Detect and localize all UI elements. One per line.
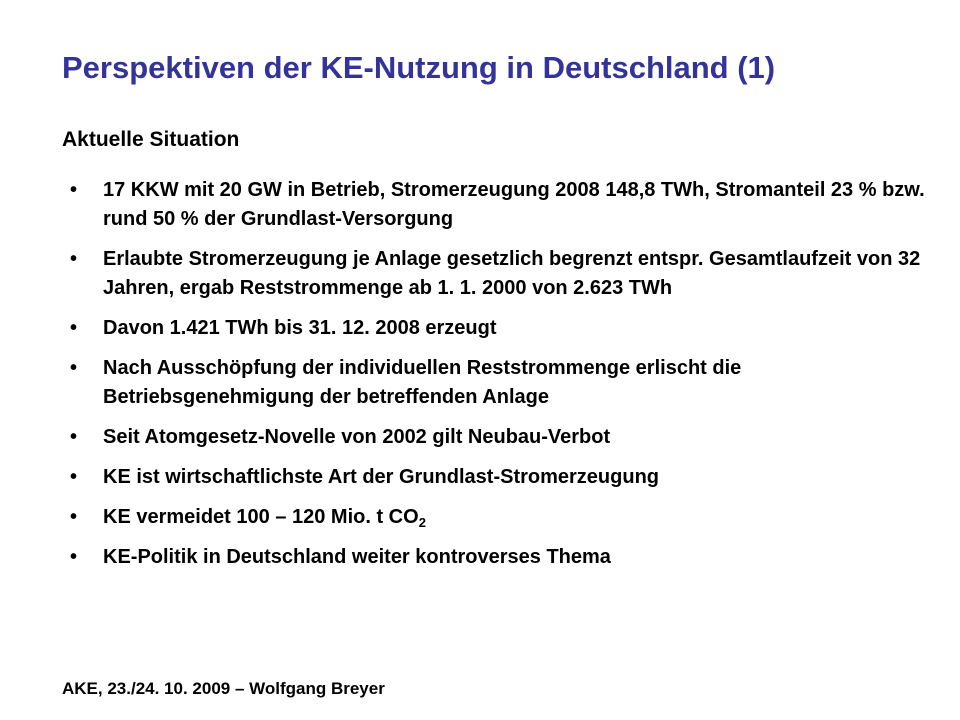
co2-subscript: 2	[418, 515, 426, 530]
slide-title: Perspektiven der KE-Nutzung in Deutschland (1)	[62, 50, 776, 85]
slide-footer: AKE, 23./24. 10. 2009 – Wolfgang Breyer	[62, 679, 385, 698]
slide-subtitle: Aktuelle Situation	[62, 128, 240, 151]
bullet-item	[70, 543, 930, 572]
bullet-item	[70, 423, 930, 452]
bullet-marker: •	[70, 546, 78, 568]
bullet-marker: •	[70, 179, 78, 201]
bullet-text: KE ist wirtschaftlichste Art der Grundlast-Stromerzeugung	[103, 466, 660, 488]
bullet-item	[70, 463, 930, 492]
bullet-item	[70, 176, 930, 234]
bullet-marker: •	[70, 506, 78, 528]
bullet-item	[70, 354, 930, 412]
bullet-text: 17 KKW mit 20 GW in Betrieb, Stromerzeugung 2008 148,8 TWh, Stromanteil 23 % bzw. rund 50 % der Grundlast-Versorgung	[103, 179, 925, 230]
bullet-item	[70, 314, 930, 343]
bullet-item	[70, 245, 930, 303]
bullet-marker: •	[70, 357, 78, 379]
bullet-marker: •	[70, 317, 78, 339]
bullet-text: Davon 1.421 TWh bis 31. 12. 2008 erzeugt	[103, 317, 497, 339]
bullet-text: Nach Ausschöpfung der individuellen Reststrommenge erlischt die Betriebsgenehmigung der betreffenden Anlage	[103, 357, 742, 408]
bullet-text-main: KE vermeidet 100 – 120 Mio. t CO	[103, 506, 419, 528]
bullet-text: Seit Atomgesetz-Novelle von 2002 gilt Neubau-Verbot	[103, 426, 611, 448]
bullet-list	[70, 176, 930, 583]
bullet-marker: •	[70, 466, 78, 488]
bullet-text: KE-Politik in Deutschland weiter kontroverses Thema	[103, 546, 611, 568]
bullet-text: Erlaubte Stromerzeugung je Anlage gesetzlich begrenzt entspr. Gesamtlaufzeit von 32 Jahren, ergab Reststrommenge ab 1. 1. 2000 von 2.623 TWh	[103, 248, 921, 299]
bullet-marker: •	[70, 426, 78, 448]
bullet-marker: •	[70, 248, 78, 270]
bullet-text	[103, 503, 930, 532]
bullet-item	[70, 503, 930, 532]
